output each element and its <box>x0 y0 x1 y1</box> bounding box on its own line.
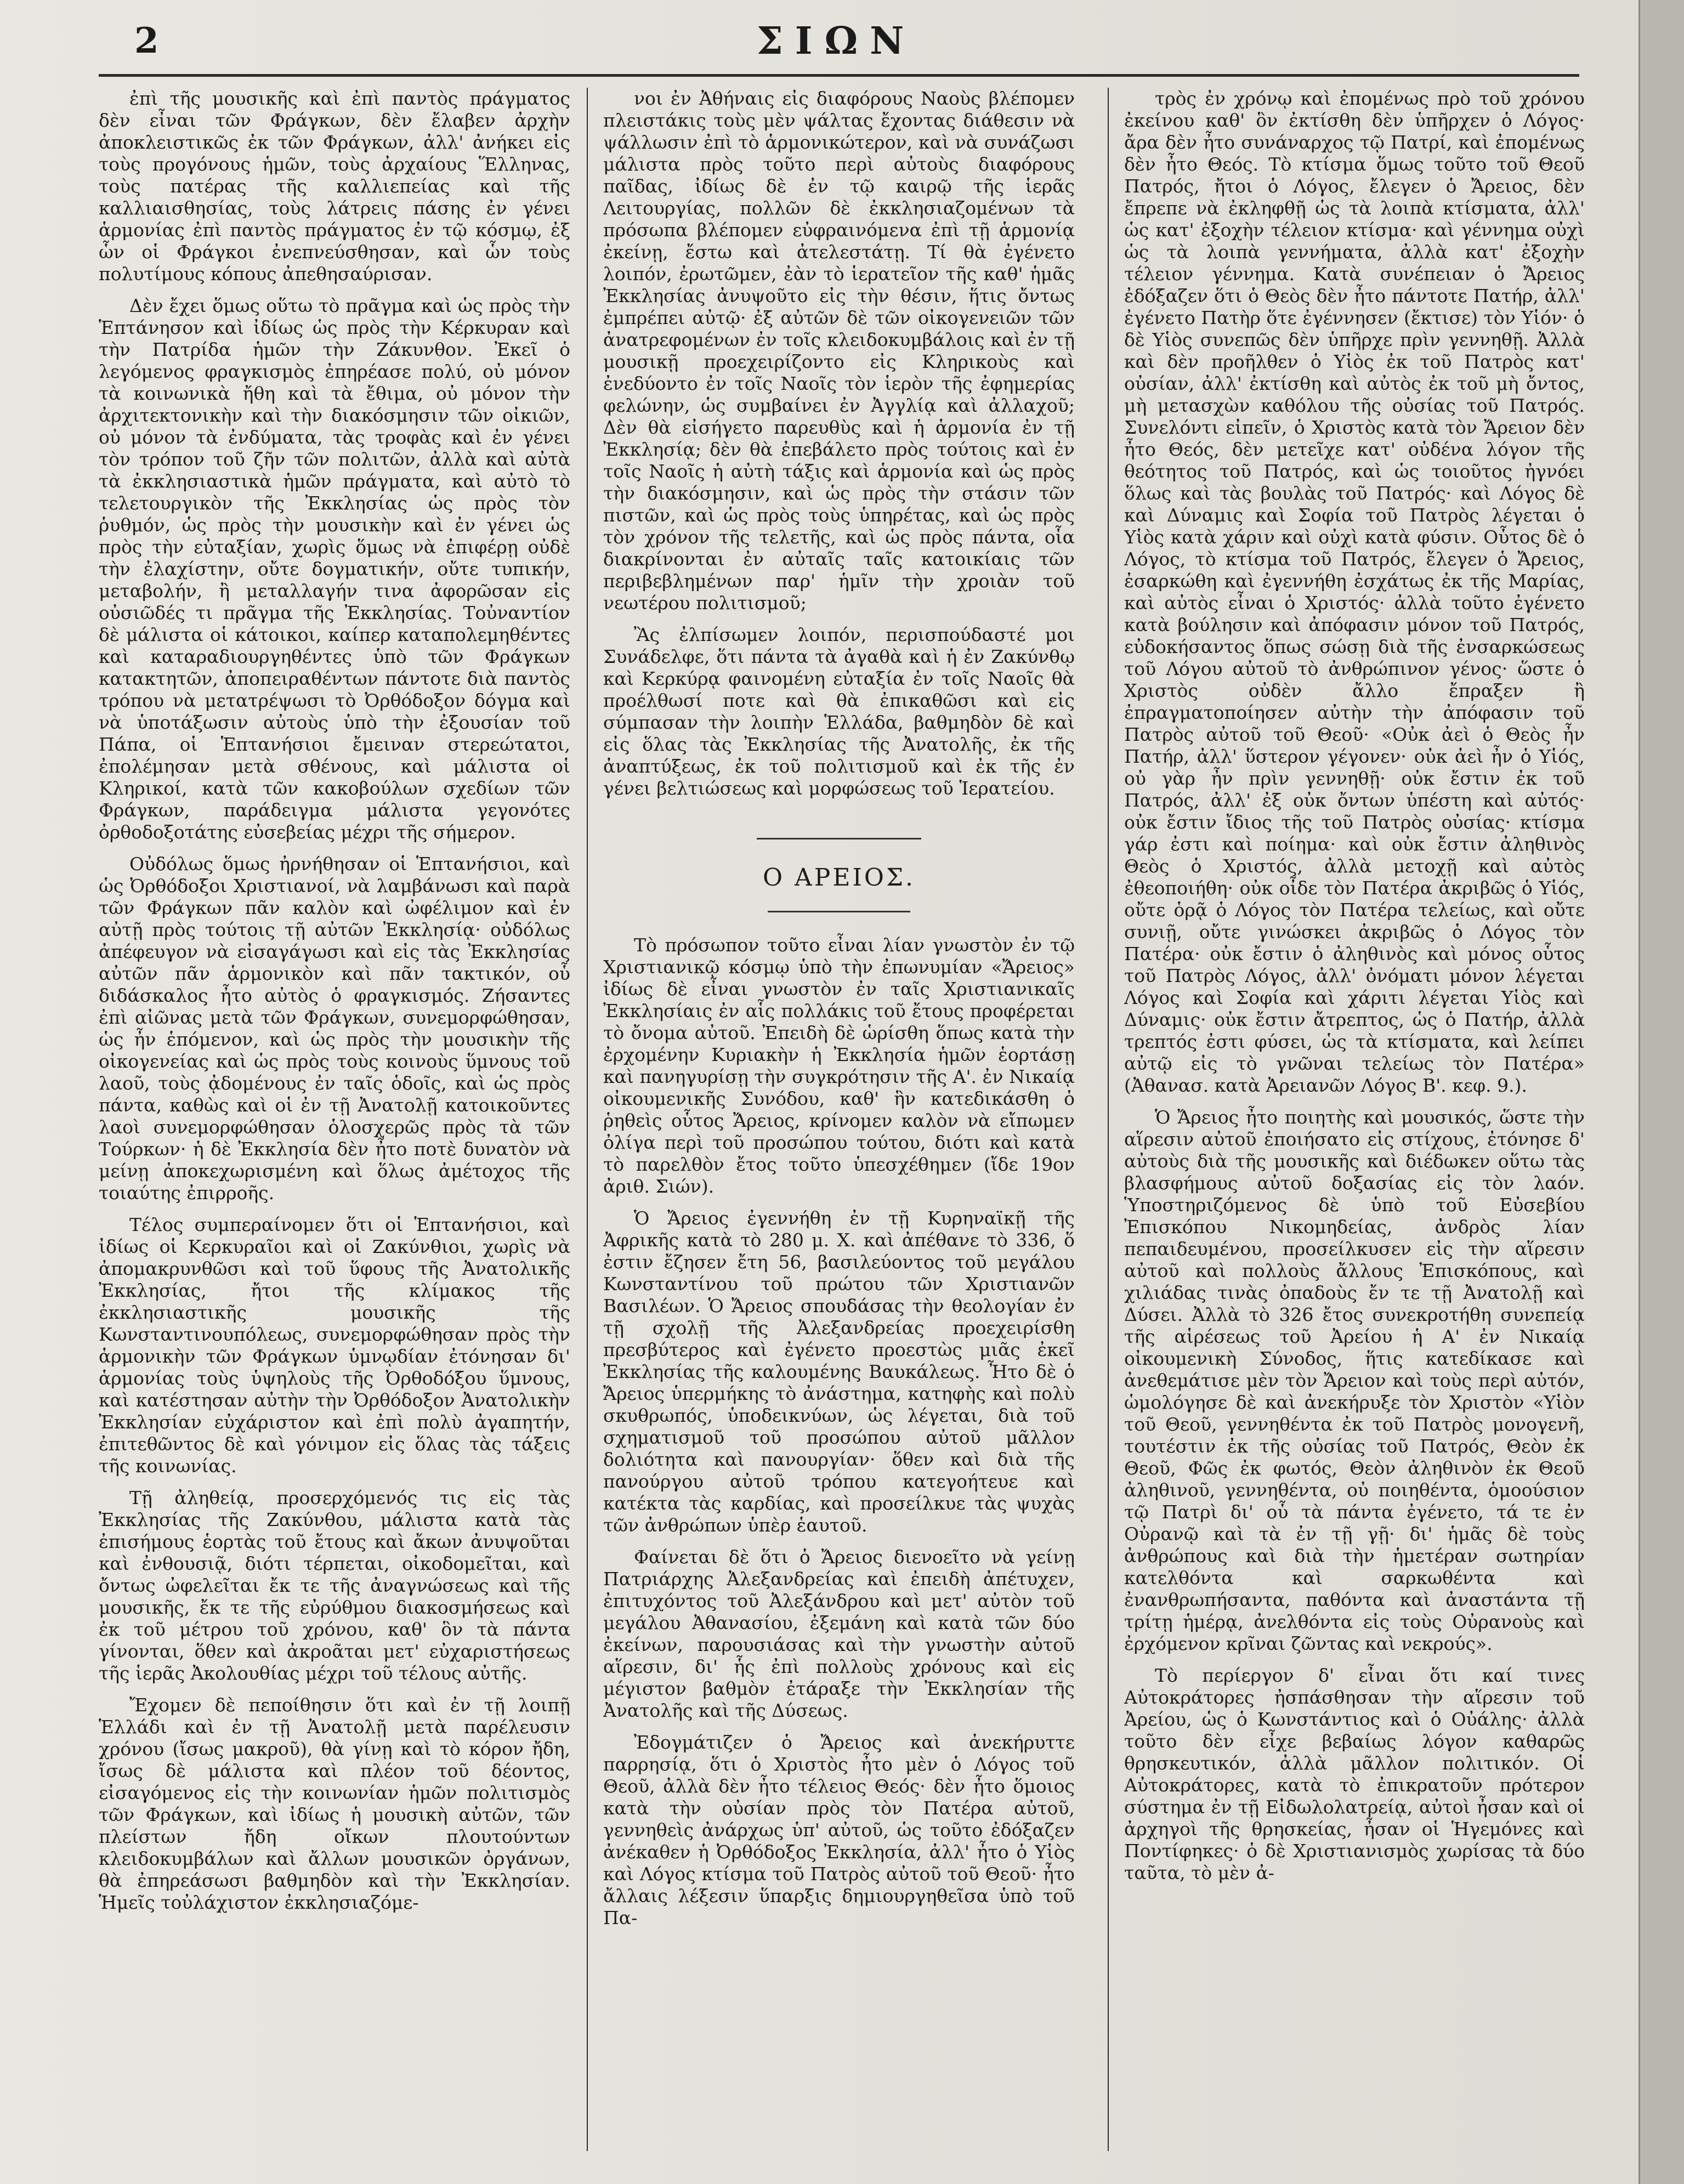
paragraph: ἐπὶ τῆς μουσικῆς καὶ ἐπὶ παντὸς πράγματος δὲν εἶναι τῶν Φράγκων, δὲν ἔλαβεν ἀρχὴν ἀποκλειστικῶς ἐκ τῶν Φράγκων, ἀλλ' ἀνήκει εἰς τοὺς προγόνους ἡμῶν, τοὺς ἀρχαίους Ἕλληνας, τοὺς πατέρας τῆς καλλιεπείας καὶ τῆς καλλιαισθησίας, τοὺς λάτρεις πάσης ἐν γένει ἁρμονίας ἐπὶ παντὸς πράγματος ἐν τῷ κόσμῳ, ἐξ ὧν οἱ Φράγκοι ἐνεπνεύσθησαν, καὶ ὧν τοὺς πολυτίμους κόπους ἀπεθησαύρισαν. <box>99 88 570 285</box>
adjacent-page-edge <box>1638 0 1684 2184</box>
text-column-3 <box>1124 88 1585 2157</box>
article-title: Ο ΑΡΕΙΟΣ. <box>762 864 916 892</box>
page-header <box>82 16 1590 66</box>
paragraph: Ἔχομεν δὲ πεποίθησιν ὅτι καὶ ἐν τῇ λοιπῇ Ἑλλάδι καὶ ἐν τῇ Ἀνατολῇ μετὰ παρέλευσιν χρόνου (ἴσως μακροῦ), θὰ γίνῃ καὶ τὸ κόρον ἤδη, ἴσως δὲ μάλιστα καὶ πλέον τοῦ δέοντος, εἰσαγόμενος εἰς τὴν κοινωνίαν ἡμῶν πολιτισμὸς τῶν Φράγκων, καὶ ἰδίως ἡ μουσικὴ αὐτῶν, τῶν πλείστων ἤδη οἴκων πλουτούντων κλειδοκυμβάλων καὶ ἄλλων μουσικῶν ὀργάνων, θὰ ἐπηρεάσωσι βαθμηδὸν καὶ τὴν Ἐκκλησίαν. Ἡμεῖς τοὐλάχιστον ἐκκλησιαζόμε- <box>99 1694 570 1913</box>
paragraph: τρὸς ἐν χρόνῳ καὶ ἐπομένως πρὸ τοῦ χρόνου ἐκείνου καθ' ὃν ἐκτίσθη δὲν ὑπῆρχεν ὁ Λόγος· ἄρα δὲν ἦτο συνάναρχος τῷ Πατρί, καὶ ἐπομένως δὲν ἦτο Θεός. Τὸ κτίσμα ὅμως τοῦτο τοῦ Θεοῦ Πατρός, ἤτοι ὁ Λόγος, ἔλεγεν ὁ Ἄρειος, δὲν ἔπρεπε νὰ ἐκληφθῇ ὡς τὰ λοιπὰ κτίσματα, ἀλλ' ὡς κατ' ἐξοχὴν τέλειον κτίσμα· καὶ γέννημα οὐχὶ ὡς τὰ λοιπὰ γεννήματα, ἀλλὰ κατ' ἐξοχὴν τέλειον γέννημα. Κατὰ συνέπειαν ὁ Ἄρειος ἐδόξαζεν ὅτι ὁ Θεὸς δὲν ἦτο πάντοτε Πατήρ, ἀλλ' ἐγένετο Πατὴρ ὅτε ἐγέννησεν (ἔκτισε) τὸν Υἱόν· ὁ δὲ Υἱὸς συνεπῶς δὲν ὑπῆρχε πρὶν γεννηθῇ. Ἀλλὰ καὶ δὲν προῆλθεν ὁ Υἱὸς ἐκ τοῦ Πατρὸς κατ' οὐσίαν, ἀλλ' ἐκτίσθη καὶ αὐτὸς ἐκ τοῦ μὴ ὄντος, μὴ μετασχὼν καθόλου τῆς οὐσίας τοῦ Πατρός. Συνελόντι εἰπεῖν, ὁ Χριστὸς κατὰ τὸν Ἄρειον δὲν ἦτο Θεός, δὲν μετεῖχε κατ' οὐδένα λόγον τῆς θεότητος τοῦ Πατρός, καὶ ὡς τοιοῦτος ἠγνόει ὅλως καὶ τὰς βουλὰς τοῦ Πατρός· καὶ Λόγος δὲ καὶ Δύναμις καὶ Σοφία τοῦ Πατρὸς λέγεται ὁ Υἱὸς κατὰ χάριν καὶ οὐχὶ κατὰ φύσιν. Οὗτος δὲ ὁ Λόγος, τὸ κτίσμα τοῦ Πατρός, ἔλεγεν ὁ Ἄρειος, ἐσαρκώθη καὶ ἐγεννήθη ἐσχάτως ἐκ τῆς Μαρίας, καὶ αὐτὸς εἶναι ὁ Χριστός· ἀλλὰ τοῦτο ἐγένετο κατὰ βούλησιν καὶ ἀπόφασιν μόνον τοῦ Πατρός, εὐδοκήσαντος ὅπως σώσῃ διὰ τῆς ἐνσαρκώσεως τοῦ Λόγου αὐτοῦ τὸ ἀνθρώπινον γένος· ὥστε ὁ Χριστὸς οὐδὲν ἄλλο ἔπραξεν ἢ ἐπραγματοποίησεν αὐτὴν τὴν ἀπόφασιν τοῦ Πατρὸς αὐτοῦ τοῦ Θεοῦ· «Οὐκ ἀεὶ ὁ Θεὸς ἦν Πατήρ, ἀλλ' ὕστερον γέγονεν· οὐκ ἀεὶ ἦν ὁ Υἱός, οὐ γὰρ ἦν πρὶν γεννηθῇ· οὐκ ἔστιν ἐκ τοῦ Πατρός, ἀλλ' ἐξ οὐκ ὄντων ὑπέστη καὶ αὐτός· οὐκ ἔστιν ἴδιος τῆς τοῦ Πατρὸς οὐσίας· κτίσμα γάρ ἐστι καὶ ποίημα· καὶ οὐκ ἔστιν ἀληθινὸς Θεὸς ὁ Χριστός, ἀλλὰ μετοχῇ καὶ αὐτὸς ἐθεοποιήθη· οὐκ οἶδε τὸν Πατέρα ἀκριβῶς ὁ Υἱός, οὔτε ὁρᾷ ὁ Λόγος τὸν Πατέρα τελείως, καὶ οὔτε συνιῇ, οὔτε γινώσκει ἀκριβῶς ὁ Λόγος τὸν Πατέρα· οὐκ ἔστιν ὁ ἀληθινὸς καὶ μόνος οὗτος τοῦ Πατρὸς Λόγος, ἀλλ' ὀνόματι μόνον λέγεται Λόγος καὶ Σοφία καὶ χάριτι λέγεται Υἱὸς καὶ Δύναμις· οὐκ ἔστιν ἄτρεπτος, ὡς ὁ Πατήρ, ἀλλὰ τρεπτός ἐστι φύσει, ὡς τὰ κτίσματα, καὶ λείπει αὐτῷ εἰς τὸ γνῶναι τελείως τὸν Πατέρα» (Ἀθανασ. κατὰ Ἀρειανῶν Λόγος Β'. κεφ. 9.). <box>1124 88 1585 1096</box>
page-number: 2 <box>134 20 159 61</box>
paragraph: Δὲν ἔχει ὅμως οὕτω τὸ πρᾶγμα καὶ ὡς πρὸς τὴν Ἑπτάνησον καὶ ἰδίως ὡς πρὸς τὴν Κέρκυραν καὶ τὴν Πατρίδα ἡμῶν τὴν Ζάκυνθον. Ἐκεῖ ὁ λεγόμενος φραγκισμὸς ἐπηρέασε πολύ, οὐ μόνον τὰ κοινωνικὰ ἤθη καὶ τὰ ἔθιμα, οὐ μόνον τὴν ἀρχιτεκτονικὴν καὶ τὴν διακόσμησιν τῶν οἰκιῶν, οὐ μόνον τὰ ἐνδύματα, τὰς τροφὰς καὶ ἐν γένει τὸν τρόπον τοῦ ζῆν τῶν πολιτῶν, ἀλλὰ καὶ αὐτὰ τὰ ἐκκλησιαστικὰ ἡμῶν πράγματα, καὶ αὐτὸ τὸ τελετουργικὸν τῆς Ἐκκλησίας ὡς πρὸς τὸν ῥυθμόν, ὡς πρὸς τὴν μουσικὴν καὶ ἐν γένει ὡς πρὸς τὴν εὐταξίαν, χωρὶς ὅμως νὰ ἐπιφέρῃ οὐδὲ τὴν ἐλαχίστην, οὔτε δογματικήν, οὔτε τυπικήν, μεταβολήν, ἢ μεταλλαγήν τινα ἀφορῶσαν εἰς οὐσιῶδές τι πρᾶγμα τῆς Ἐκκλησίας. Τοὐναντίον δὲ μάλιστα οἱ κάτοικοι, καίπερ καταπολεμηθέντες καὶ καταραδιουργηθέντες ὑπὸ τῶν Φράγκων κατακτητῶν, ἀποπειραθέντων πάντοτε διὰ παντὸς τρόπου νὰ μετατρέψωσι τὸ Ὀρθόδοξον δόγμα καὶ νὰ ὑποτάξωσιν αὐτοὺς ὑπὸ τὴν ἐξουσίαν τοῦ Πάπα, οἱ Ἑπτανήσιοι ἔμειναν στερεώτατοι, ἐπολέμησαν μετὰ σθένους, καὶ μάλιστα οἱ Κληρικοί, κατὰ τῶν κακοβούλων σχεδίων τῶν Φράγκων, παράδειγμα μάλιστα γεγονότες ὀρθοδοξοτάτης εὐσεβείας μέχρι τῆς σήμερον. <box>99 295 570 843</box>
paragraph: νοι ἐν Ἀθήναις εἰς διαφόρους Ναοὺς βλέπομεν πλειστάκις τοὺς μὲν ψάλτας ἔχοντας διάθεσιν νὰ ψάλλωσιν ἐπὶ τὸ ἁρμονικώτερον, καὶ νὰ συνάζωσι μάλιστα πρὸς τοῦτο περὶ αὐτοὺς διαφόρους παῖδας, ἰδίως δὲ ἐν τῷ καιρῷ τῆς ἱερᾶς Λειτουργίας, πολλῶν δὲ ἐκκλησιαζομένων τὰ πρόσωπα βλέπομεν εὐφραινόμενα ἐπὶ τῇ ἁρμονίᾳ ἐκείνῃ, ἔστω καὶ ἀτελεστάτῃ. Τί θὰ ἐγένετο λοιπόν, ἐρωτῶμεν, ἐὰν τὸ ἱερατεῖον τῆς καθ' ἡμᾶς Ἐκκλησίας ἀνυψοῦτο εἰς τὴν θέσιν, ἥτις ὄντως ἐμπρέπει αὐτῷ· ἐξ αὐτῶν δὲ τῶν οἰκογενειῶν τῶν ἀνατρεφομένων ἐν τοῖς κλειδοκυμβάλοις καὶ ἐν τῇ μουσικῇ προεχειρίζοντο εἰς Κληρικοὺς καὶ ἐνεδύοντο ἐν τοῖς Ναοῖς τὸν ἱερὸν τῆς ἐφημερίας φελώνην, ὡς συμβαίνει ἐν Ἀγγλίᾳ καὶ ἀλλαχοῦ; Δὲν θὰ εἰσήγετο παρευθὺς καὶ ἡ ἁρμονία ἐν τῇ Ἐκκλησίᾳ; δὲν θὰ ἐπεβάλετο πρὸς τούτοις καὶ ἐν τοῖς Ναοῖς ἡ αὐτὴ τάξις καὶ ἁρμονία καὶ ὡς πρὸς τὴν διακόσμησιν, καὶ ὡς πρὸς τὴν στάσιν τῶν πιστῶν, καὶ ὡς πρὸς τοὺς ὑπηρέτας, καὶ ὡς πρὸς τὸν χρόνον τῆς τελετῆς, καὶ ὡς πρὸς πάντα, οἷα διακρίνονται ἐν αὐταῖς ταῖς κατοικίαις τῶν περιβεβλημένων παρ' ἡμῖν τὴν χροιὰν τοῦ νεωτέρου πολιτισμοῦ; <box>603 88 1075 614</box>
article-separator <box>757 838 921 839</box>
text-column-1 <box>99 88 570 2157</box>
paragraph: Τέλος συμπεραίνομεν ὅτι οἱ Ἑπτανήσιοι, καὶ ἰδίως οἱ Κερκυραῖοι καὶ οἱ Ζακύνθιοι, χωρὶς νὰ ἀπομακρυνθῶσι καὶ τοῦ ὕφους τῆς Ἀνατολικῆς Ἐκκλησίας, ἤτοι τῆς κλίμακος τῆς ἐκκλησιαστικῆς μουσικῆς τῆς Κωνσταντινουπόλεως, συνεμορφώθησαν πρὸς τὴν ἁρμονικὴν τῶν Φράγκων ὑμνῳδίαν ἐτόνησαν δι' ἁρμονίας τοὺς ὑψηλοὺς τῆς Ὀρθοδόξου ὕμνους, καὶ κατέστησαν αὐτὴν τὴν Ὀρθόδοξον Ἀνατολικὴν Ἐκκλησίαν εὐχάριστον καὶ ἐπὶ πολὺ ἀγαπητήν, ἐπιτεθῶντος δὲ καὶ γόνιμον εἰς ὅλας τὰς τάξεις τῆς κοινωνίας. <box>99 1214 570 1477</box>
header-rule <box>99 74 1579 77</box>
paragraph: Φαίνεται δὲ ὅτι ὁ Ἄρειος διενοεῖτο νὰ γείνῃ Πατριάρχης Ἀλεξανδρείας καὶ ἐπειδὴ ἀπέτυχεν, ἐπιτυχόντος τοῦ Ἀλεξάνδρου καὶ μετ' αὐτὸν τοῦ μεγάλου Ἀθανασίου, ἐξεμάνη καὶ κατὰ τῶν δύο ἐκείνων, παρουσιάσας καὶ τὴν γνωστὴν αὐτοῦ αἵρεσιν, δι' ἧς ἐπὶ πολλοὺς χρόνους καὶ εἰς μέγιστον βαθμὸν ἐτάραξε τὴν Ἐκκλησίαν τῆς Ἀνατολῆς καὶ τῆς Δύσεως. <box>603 1546 1075 1721</box>
paragraph: Τῇ ἀληθείᾳ, προσερχόμενός τις εἰς τὰς Ἐκκλησίας τῆς Ζακύνθου, μάλιστα κατὰ τὰς ἐπισήμους ἑορτὰς τοῦ ἔτους καὶ ἄκων ἀνυψοῦται καὶ ἐνθουσιᾷ, διότι τέρπεται, οἰκοδομεῖται, καὶ ὄντως ὠφελεῖται ἔκ τε τῆς ἀναγνώσεως καὶ τῆς μουσικῆς, ἔκ τε τῆς εὐρύθμου διακοσμήσεως καὶ ἐκ τοῦ μέτρου τοῦ χρόνου, καθ' ὃν τὰ πάντα γίνονται, ὅθεν καὶ ἀκροᾶται μετ' εὐχαριστήσεως τῆς ἱερᾶς Ἀκολουθίας μέχρι τοῦ τέλους αὐτῆς. <box>99 1487 570 1684</box>
paragraph: Ἐδογμάτιζεν ὁ Ἄρειος καὶ ἀνεκήρυττε παρρησίᾳ, ὅτι ὁ Χριστὸς ἦτο μὲν ὁ Λόγος τοῦ Θεοῦ, ἀλλὰ δὲν ἦτο τέλειος Θεός· δὲν ἦτο ὅμοιος κατὰ τὴν οὐσίαν πρὸς τὸν Πατέρα αὐτοῦ, γεννηθεὶς ἀνάρχως ὑπ' αὐτοῦ, ὡς τοῦτο ἐδόξαζεν ἀνέκαθεν ἡ Ὀρθόδοξος Ἐκκλησία, ἀλλ' ἦτο ὁ Υἱὸς καὶ Λόγος κτίσμα τοῦ Πατρὸς αὐτοῦ τοῦ Θεοῦ· ἦτο ἄλλαις λέξεσιν ὕπαρξις δημιουργηθεῖσα ὑπὸ τοῦ Πα- <box>603 1732 1075 1928</box>
paragraph: Ἂς ἐλπίσωμεν λοιπόν, περισπούδαστέ μοι Συνάδελφε, ὅτι πάντα τὰ ἀγαθὰ καὶ ἡ ἐν Ζακύνθῳ καὶ Κερκύρᾳ φαινομένη εὐταξία ἐν τοῖς Ναοῖς θὰ προέλθωσί ποτε καὶ θὰ ἐπικαθῶσι καὶ εἰς σύμπασαν τὴν λοιπὴν Ἑλλάδα, βαθμηδὸν δὲ καὶ εἰς ὅλας τὰς Ἐκκλησίας τῆς Ἀνατολῆς, ἐκ τῆς ἀναπτύξεως, ἐκ τοῦ πολιτισμοῦ καὶ ἐκ τῆς ἐν γένει βελτιώσεως καὶ μορφώσεως τοῦ Ἱερατείου. <box>603 624 1075 799</box>
paragraph: Ὁ Ἄρειος ἐγεννήθη ἐν τῇ Κυρηναϊκῇ τῆς Ἀφρικῆς κατὰ τὸ 280 μ. Χ. καὶ ἀπέθανε τὸ 336, ὅ ἐστιν ἔζησεν ἔτη 56, βασιλεύοντος τοῦ μεγάλου Κωνσταντίνου τοῦ πρώτου τῶν Χριστιανῶν Βασιλέων. Ὁ Ἄρειος σπουδάσας τὴν θεολογίαν ἐν τῇ σχολῇ τῆς Ἀλεξανδρείας προεχειρίσθη πρεσβύτερος καὶ ἐγένετο προεστὼς μιᾶς ἐκεῖ Ἐκκλησίας τῆς καλουμένης Βαυκάλεως. Ἦτο δὲ ὁ Ἄρειος ὑπερμήκης τὸ ἀνάστημα, κατηφὴς καὶ πολὺ σκυθρωπός, ὑποδεικνύων, ὡς λέγεται, διὰ τοῦ σχηματισμοῦ τοῦ προσώπου αὐτοῦ μᾶλλον δολιότητα καὶ πανουργίαν· ὅθεν καὶ διὰ τῆς πανούργου αὐτοῦ τρόπου κατεγοήτευε καὶ κατέκτα τὰς καρδίας, καὶ προσείλκυε τὰς ψυχὰς τῶν ἀνθρώπων ὑπὲρ ἑαυτοῦ. <box>603 1207 1075 1536</box>
text-column-2 <box>603 88 1075 2157</box>
paragraph: Ὁ Ἄρειος ἦτο ποιητὴς καὶ μουσικός, ὥστε τὴν αἵρεσιν αὐτοῦ ἐποιήσατο εἰς στίχους, ἐτόνησε δ' αὐτοὺς διὰ τῆς μουσικῆς καὶ διέδωκεν οὕτω τὰς βλασφήμους αὐτοῦ δοξασίας εἰς τὸν λαόν. Ὑποστηριζόμενος δὲ ὑπὸ τοῦ Εὐσεβίου Ἐπισκόπου Νικομηδείας, ἀνδρὸς λίαν πεπαιδευμένου, προσείλκυσεν εἰς τὴν αἵρεσιν αὐτοῦ καὶ πολλοὺς ἄλλους Ἐπισκόπους, καὶ χιλιάδας τινὰς ὀπαδοὺς ἔν τε τῇ Ἀνατολῇ καὶ Δύσει. Ἀλλὰ τὸ 326 ἔτος συνεκροτήθη συνεπείᾳ τῆς αἱρέσεως τοῦ Ἀρείου ἡ Α' ἐν Νικαίᾳ οἰκουμενικὴ Σύνοδος, ἥτις κατεδίκασε καὶ ἀνεθεμάτισε μὲν τὸν Ἄρειον καὶ τοὺς περὶ αὐτόν, ὡμολόγησε δὲ καὶ ἀνεκήρυξε τὸν Χριστὸν «Υἱὸν τοῦ Θεοῦ, γεννηθέντα ἐκ τοῦ Πατρὸς μονογενῆ, τουτέστιν ἐκ τῆς οὐσίας τοῦ Πατρός, Θεὸν ἐκ Θεοῦ, Φῶς ἐκ φωτός, Θεὸν ἀληθινὸν ἐκ Θεοῦ ἀληθινοῦ, γεννηθέντα, οὐ ποιηθέντα, ὁμοούσιον τῷ Πατρὶ δι' οὗ τὰ πάντα ἐγένετο, τά τε ἐν Οὐρανῷ καὶ τὰ ἐν τῇ γῇ· δι' ἡμᾶς δὲ τοὺς ἀνθρώπους καὶ διὰ τὴν ἡμετέραν σωτηρίαν κατελθόντα καὶ σαρκωθέντα καὶ ἐνανθρωπήσαντα, παθόντα καὶ ἀναστάντα τῇ τρίτῃ ἡμέρᾳ, ἀνελθόντα εἰς τοὺς Οὐρανοὺς καὶ ἐρχόμενον κρῖναι ζῶντας καὶ νεκρούς». <box>1124 1107 1585 1654</box>
paragraph: Οὐδόλως ὅμως ἠρνήθησαν οἱ Ἑπτανήσιοι, καὶ ὡς Ὀρθόδοξοι Χριστιανοί, νὰ λαμβάνωσι καὶ παρὰ τῶν Φράγκων πᾶν καλὸν καὶ ὠφέλιμον καὶ ἐν αὐτῇ πρὸς τούτοις τῇ αὐτῶν Ἐκκλησίᾳ· οὐδόλως ἀπέφευγον νὰ εἰσαγάγωσι καὶ εἰς τὰς Ἐκκλησίας αὐτῶν πᾶν ἁρμονικὸν καὶ πᾶν τακτικόν, οὗ διδάσκαλος ἦτο αὐτὸς ὁ φραγκισμός. Ζήσαντες ἐπὶ αἰῶνας μετὰ τῶν Φράγκων, συνεμορφώθησαν, ὡς ἦν ἑπόμενον, καὶ ὡς πρὸς τὴν μουσικὴν τῆς οἰκογενείας καὶ ὡς πρὸς τοὺς κοινοὺς ὕμνους τοῦ λαοῦ, τοὺς ᾀδομένους ἐν ταῖς ὁδοῖς, καὶ ὡς πρὸς πάντα, καθὼς καὶ οἱ ἐν τῇ Ἀνατολῇ κατοικοῦντες λαοὶ συνεμορφώθησαν ὁλοσχερῶς πρὸς τὰ τῶν Τούρκων· ἡ δὲ Ἐκκλησία δὲν ἦτο ποτὲ δυνατὸν νὰ μείνῃ ἀποκεχωρισμένη καὶ ὅλως ἀμέτοχος τῆς τοιαύτης ἐπιρροῆς. <box>99 853 570 1204</box>
column-divider <box>587 88 588 2151</box>
paragraph: Τὸ περίεργον δ' εἶναι ὅτι καί τινες Αὐτοκράτορες ἠσπάσθησαν τὴν αἵρεσιν τοῦ Ἀρείου, ὡς ὁ Κωνστάντιος καὶ ὁ Οὐάλης· ἀλλὰ τοῦτο δὲν εἶχε βεβαίως λόγον καθαρῶς θρησκευτικόν, ἀλλὰ μᾶλλον πολιτικόν. Οἱ Αὐτοκράτορες, κατὰ τὸ ἐπικρατοῦν πρότερον σύστημα ἐν τῇ Εἰδωλολατρείᾳ, αὐτοὶ ἦσαν καὶ οἱ ἀρχηγοὶ τῆς θρησκείας, ἦσαν οἱ Ἡγεμόνες καὶ Ποντίφηκες· ὁ δὲ Χριστιανισμὸς χωρίσας τὰ δύο ταῦτα, τὸ μὲν ἀ- <box>1124 1665 1585 1884</box>
title-underline <box>768 911 910 912</box>
paragraph: Τὸ πρόσωπον τοῦτο εἶναι λίαν γνωστὸν ἐν τῷ Χριστιανικῷ κόσμῳ ὑπὸ τὴν ἐπωνυμίαν «Ἄρειος» ἰδίως δὲ εἶναι γνωστὸν ἐν ταῖς Χριστιανικαῖς Ἐκκλησίαις ἐν αἷς πολλάκις τοῦ ἔτους προφέρεται τὸ ὄνομα αὐτοῦ. Ἐπειδὴ δὲ ὡρίσθη ὅπως κατὰ τὴν ἐρχομένην Κυριακὴν ἡ Ἐκκλησία ἡμῶν ἑορτάσῃ καὶ πανηγυρίσῃ τὴν συγκρότησιν τῆς Α'. ἐν Νικαίᾳ οἰκουμενικῆς Συνόδου, καθ' ἣν κατεδικάσθη ὁ ῥηθεὶς οὗτος Ἄρειος, κρίνομεν καλὸν νὰ εἴπωμεν ὀλίγα περὶ τοῦ προσώπου τούτου, διότι καὶ κατὰ τὸ παρελθὸν ἔτος τοῦτο ὑπεσχέθημεν (ἴδε 19ον ἀριθ. Σιών). <box>603 934 1075 1197</box>
masthead-title: ΣΙΩΝ <box>756 19 916 63</box>
column-divider <box>1108 88 1109 2151</box>
